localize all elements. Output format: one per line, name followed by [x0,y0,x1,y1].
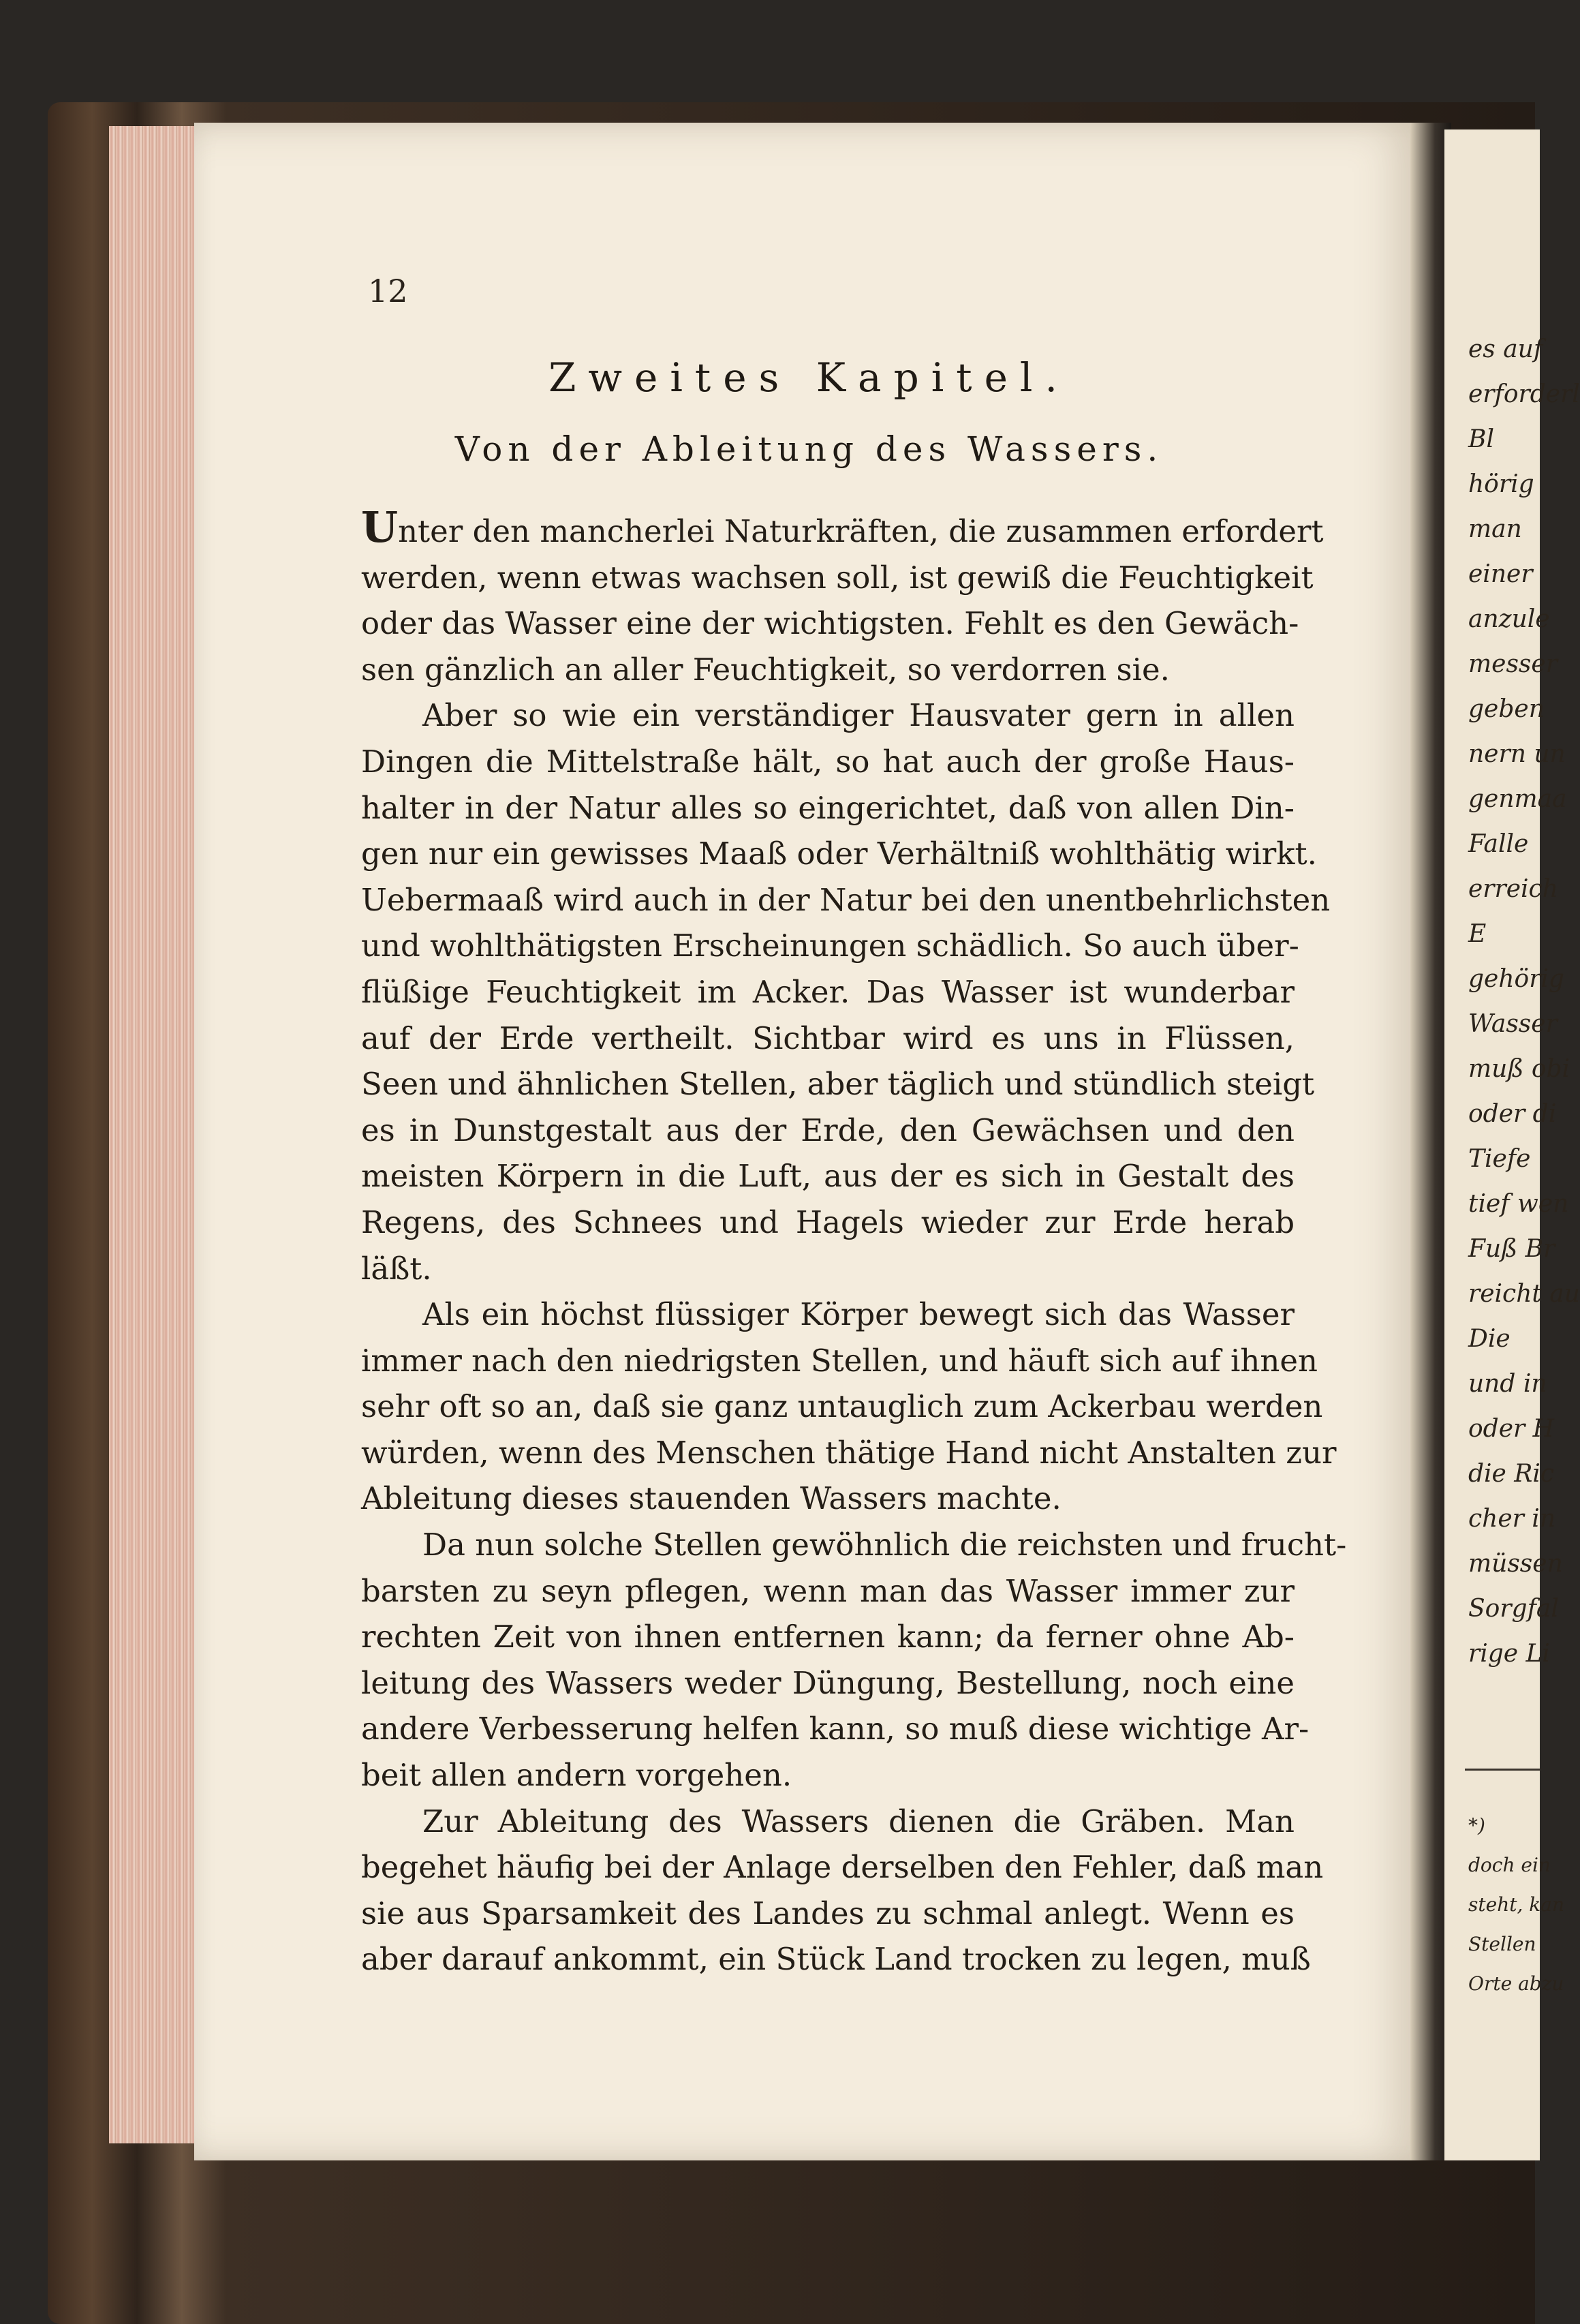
text-line: es in Dunstgestalt aus der Erde, den Gewächsen und den [361,1112,1295,1148]
fragment: rige Li [1468,1640,1550,1668]
paragraph-5 [361,1799,1324,1983]
text-line: immer nach den niedrigsten Stellen, und häuft sich auf ihnen [361,1342,1318,1379]
page-edges [109,126,204,2143]
fragment: erforderl [1468,380,1580,408]
next-page-text-fragments [1468,327,1580,1677]
fragment: nern un [1468,740,1566,768]
text-line: begehet häufig bei der Anlage derselben den Fehler, daß man [361,1849,1324,1886]
fragment: cher in [1468,1505,1556,1533]
paragraph-3 [361,1291,1337,1522]
text-line: läßt. [361,1250,432,1287]
chapter-subtitle: Von der Ableitung des Wassers. [454,429,1164,469]
text-line: werden, wenn etwas wachsen soll, ist gewiß die Feuchtigkeit [361,559,1314,596]
fragment: E [1468,920,1487,948]
fragment: Tiefe [1468,1145,1531,1173]
text-line: rechten Zeit von ihnen entfernen kann; da ferner ohne Ab- [361,1619,1295,1655]
fragment: Fuß Br [1468,1235,1555,1263]
text-line: gen nur ein gewisses Maaß oder Verhältniß wohlthätig wirkt. [361,836,1317,872]
fragment: Bl [1468,425,1494,453]
paragraph-1 [361,502,1324,692]
text-line: Uebermaaß wird auch in der Natur bei den unentbehrlichsten [361,881,1331,918]
fragment: reicht au [1468,1280,1580,1308]
text-line: sehr oft so an, daß sie ganz untauglich zum Ackerbau werden [361,1388,1323,1425]
fragment: oder H [1468,1415,1555,1443]
footnote-line: *) [1468,1814,1485,1837]
chapter-title: Zweites Kapitel. [548,354,1070,401]
text-line: halter in der Natur alles so eingerichtet, daß von allen Din- [361,789,1295,826]
text-line: Als ein höchst flüssiger Körper bewegt sich das Wasser [422,1296,1295,1333]
fragment: müssen [1468,1550,1563,1578]
text-line: Zur Ableitung des Wassers dienen die Gräben. Man [422,1803,1295,1839]
text-line: andere Verbesserung helfen kann, so muß diese wichtige Ar- [361,1711,1310,1747]
fragment: muß obi [1468,1055,1570,1083]
fragment: die Ric [1468,1460,1555,1488]
fragment: Falle [1468,830,1529,858]
text-line: leitung des Wassers weder Düngung, Bestellung, noch eine [361,1664,1295,1701]
text-line: sen gänzlich an aller Feuchtigkeit, so verdorren sie. [361,651,1170,688]
fragment: genmaa [1468,785,1567,813]
text-line: beit allen andern vorgehen. [361,1757,792,1794]
fragment: einer [1468,560,1533,588]
text-line: Ableitung dieses stauenden Wassers machte. [361,1480,1062,1517]
text-line: würden, wenn des Menschen thätige Hand nicht Anstalten zur [361,1434,1337,1471]
text-line: oder das Wasser eine der wichtigsten. Fehlt es den Gewäch- [361,605,1299,642]
text-line: meisten Körpern in die Luft, aus der es sich in Gestalt des [361,1158,1295,1195]
text-line: Seen und ähnlichen Stellen, aber täglich und stündlich steigt [361,1066,1315,1103]
fragment: Wasser [1468,1010,1558,1038]
fragment: es auf [1468,335,1543,363]
fragment: Die [1468,1325,1511,1353]
fragment: tief wen [1468,1190,1569,1218]
fragment: oder di [1468,1100,1557,1128]
paragraph-2 [361,692,1331,1291]
fragment: Sorgfal [1468,1595,1559,1623]
text-line: sie aus Sparsamkeit des Landes zu schmal anlegt. Wenn es [361,1895,1295,1931]
drop-initial: U [361,502,399,552]
footnote-line: steht, kan [1468,1893,1564,1916]
fragment: und in [1468,1370,1547,1398]
text-line: Regens, des Schnees und Hagels wieder zur Erde herab [361,1204,1295,1240]
body-text [361,502,1347,1983]
text-line: Aber so wie ein verständiger Hausvater gern in allen [422,697,1295,734]
fragment: messer [1468,650,1558,678]
fragment: geben [1468,695,1545,723]
page-number: 12 [368,273,408,309]
next-page-footnote [1468,1806,1564,2004]
fragment: man [1468,515,1522,543]
footnote-line: doch ein [1468,1854,1551,1876]
footnote-rule [1465,1769,1540,1771]
text-line: barsten zu seyn pflegen, wenn man das Wasser immer zur [361,1572,1295,1609]
footnote-line: Stellen [1468,1933,1536,1955]
footnote-line: Orte abzu [1468,1972,1564,1995]
text-line: aber darauf ankommt, ein Stück Land trocken zu legen, muß [361,1941,1311,1978]
paragraph-4 [361,1522,1347,1799]
fragment: gehörig [1468,965,1564,993]
text-line: Unter den mancherlei Naturkräften, die zusammen erfordert [361,502,1324,552]
text-line: und wohlthätigsten Erscheinungen schädlich. So auch über- [361,928,1299,964]
text-line: Da nun solche Stellen gewöhnlich die reichsten und frucht- [422,1527,1347,1563]
fragment: erreich [1468,875,1558,903]
text-line: Dingen die Mittelstraße hält, so hat auch der große Haus- [361,743,1295,780]
fragment: hörig [1468,470,1534,498]
fragment: anzule [1468,605,1550,633]
text-line: flüßige Feuchtigkeit im Acker. Das Wasser ist wunderbar [361,973,1295,1010]
text-line: auf der Erde vertheilt. Sichtbar wird es uns in Flüssen, [361,1020,1295,1056]
